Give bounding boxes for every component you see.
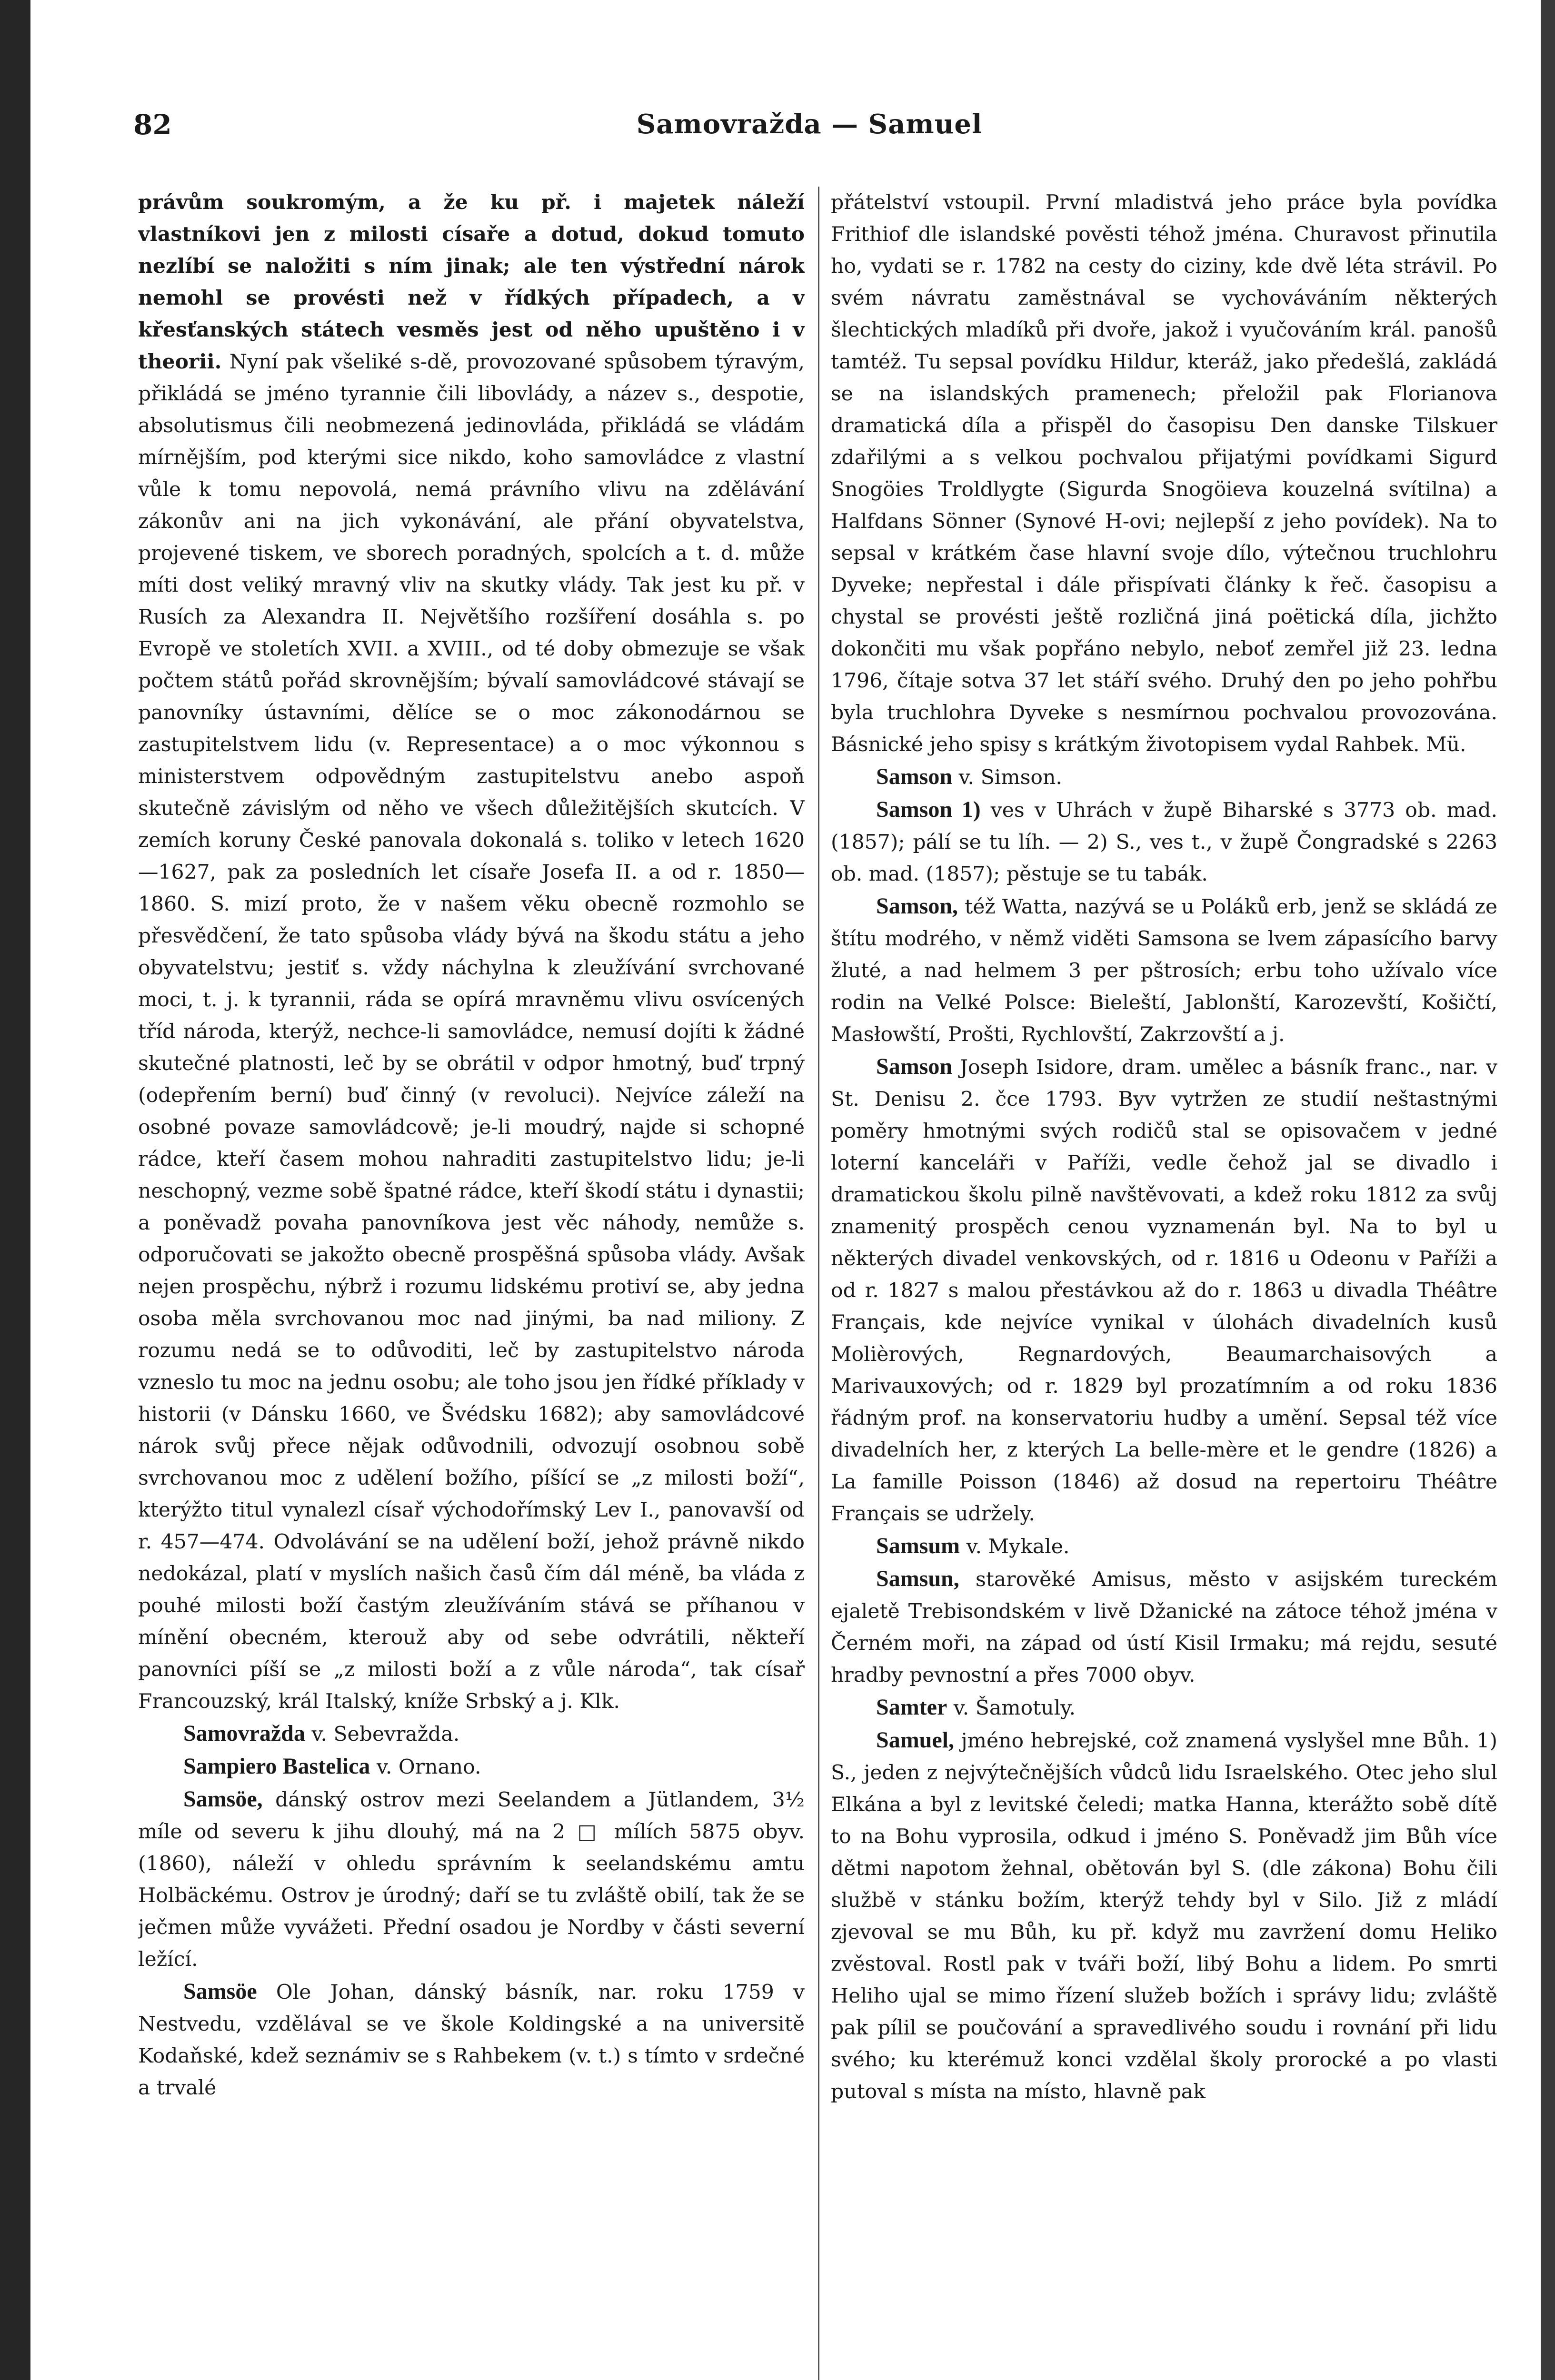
column-divider [818,187,819,2380]
entry-sampiero [138,1750,805,1783]
entry-samson-4 [831,1051,1497,1530]
continuation-bold-text: právům soukromým, a že ku př. i majetek náleží vlastníkovi jen z milosti císaře a dotud, dokud tomuto nezlíbí se naložiti s ním jinak; ale ten výstřední nárok nemohl se provésti než v řídkých případech, a v křesťanských státech vesměs jest od něho upuštěno i v theorii. [138,190,805,374]
scan-edge-left [0,0,30,2380]
entry-text: Ole Johan, dánský básník, nar. roku 1759 v Nestvedu, vzdělával se ve škole Koldingské a na universitě Kodaňské, kdež seznámiv se s Rahbekem (v. t.) s tímto v srdečné a trvalé [138,1981,805,2100]
left-column [138,187,805,2380]
headword-samsoe: Samsöe, [183,1786,263,1812]
entry-text: jméno hebrejské, což znamená vyslyšel mne Bůh. 1) S., jeden z nejvýtečnějších vůdců lidu Israelského. Otec jeho slul Elkána a byl z levitské čeledi; matka Hanna, kterážto sobě dítě to na Bohu vyprosila, odkud i jméno S. Poněvadž jim Bůh více dětmi napotom žehnal, obětován byl S. (dle zákona) Bohu čili službě v stánku božím, kterýž tehdy byl v Silo. Již z mládí zjevoval se mu Bůh, ku př. když mu zavržení domu Heliko zvěstoval. Rostl pak v tváři boží, libý Bohu a lidem. Po smrti Heliho ujal se mimo řízení služeb božích i správy lidu; zvláště pak pílil se poučování a spravedlivého soudu i rovnání při lidu svého; ku kterémuž konci vzdělal školy prorocké a po vlasti putoval s místa na místo, hlavně pak [831,1729,1497,2103]
continuation-text: přátelství vstoupil. První mladistvá jeho práce byla povídka Frithiof dle islandské pověsti téhož jména. Churavost přinutila ho, vydati se r. 1782 na cesty do ciziny, kde dvě léta strávil. Po svém návratu zaměstnával se vychováváním některých šlechtických mladíků při dvoře, jakož i vyučováním král. panošů tamtéž. Tu sepsal povídku Hildur, kteráž, jako předešlá, zakládá se na islandských pramenech; přeložil pak Florianova dramatická díla a přispěl do časopisu Den danske Tilskuer zdařilými a s velkou pochvalou přijatými povídkami Sigurd Snogöies Troldlygte (Sigurda Snogöieva kouzelná svítilna) a Halfdans Sönner (Synové H-ovi; nejlepší z jeho povídek). Na to sepsal v krátkém čase hlavní svoje dílo, výtečnou truchlohru Dyveke; nepřestal i dále přispívati články k řeč. časopisu a chystal se provésti ještě rozličná jiná poëtická díla, jichžto dokončiti mu však popřáno nebylo, neboť zemřel již 23. ledna 1796, čítaje sotva 37 let stáří svého. Druhý den po jeho pohřbu byla truchlohra Dyveke s nesmírnou pochvalou provozována. Básnické jeho spisy s krátkým životopisem vydal Rahbek. Mü. [831,191,1497,756]
entry-text: starověké Amisus, město v asijském tureckém ejaletě Trebisondském v livě Džanické na zátoce téhož jména v Černém moři, na západ od ústí Kisil Irmaku; má rejdu, sesuté hradby pevnostní a přes 7000 obyv. [831,1568,1497,1687]
entry-samter [831,1691,1497,1724]
continuation-text: Nyní pak všeliké s-dě, provozované spůsobem týravým, přikládá se jméno tyrannie čili libovlády, a název s., despotie, absolutismus čili neobmezená jedinovláda, přikládá se vládám mírnějším, pod kterými sice nikdo, koho samovládce z vlastní vůle k tomu nepovolá, nemá právního vlivu na zdělávání zákonův ani na jich vykonávání, ale přání obyvatelstva, projevené tiskem, ve sborech poradných, spolcích a t. d. může míti dost veliký mravný vliv na skutky vlády. Tak jest ku př. v Rusích za Alexandra II. Největšího rozšíření dosáhla s. po Evropě ve stoletích XVII. a XVIII., od té doby obmezuje se však počtem států pořád skrovnějším; bývalí samovládcové stávají se panovníky ústavními, dělíce se o moc zákonodárnou se zastupitelstvem lidu (v. Representace) a o moc výkonnou s ministerstvem odpovědným zastupitelstvu anebo aspoň skutečně závislým od něho ve všech důležitějších skutcích. V zemích koruny České panovala dokonalá s. toliko v letech 1620—1627, pak za posledních let císaře Josefa II. a od r. 1850—1860. S. mizí proto, že v našem věku obecně rozmohlo se přesvědčení, že tato spůsoba vlády bývá na škodu státu a jeho obyvatelstvu; jestiť s. vždy náchylna k zleužívání svrchované moci, t. j. k tyrannii, ráda se opírá mravněmu vlivu osvícených tříd národa, kterýž, nechce-li samovládce, nemusí dojíti k žádné skutečné platnosti, leč by se obrátil v odpor hmotný, buď trpný (odepřením berní) buď činný (v revoluci). Nejvíce záleží na osobné povaze samovládcově; je-li moudrý, najde si schopné rádce, kteří časem mohou nahraditi zastupitelstvo lidu; je-li neschopný, vezme sobě špatné rádce, kteří škodí státu i dynastii; a poněvadž povaha panovníkova jest věc náhody, nemůže s. odporučovati se jakožto obecně prospěšná spůsoba vlády. Avšak nejen prospěchu, nýbrž i rozumu lidskému protiví se, aby jedna osoba měla svrchovanou moc nad jinými, ba nad miliony. Z rozumu nedá se to odůvoditi, leč by zastupitelstvo národa vzneslo tu moc na jednu osobu; ale toho jsou jen řídké příklady v historii (v Dánsku 1660, ve Švédsku 1682); aby samovládcové nárok svůj přece nějak odůvodnili, odvozují osobnou sobě svrchovanou moc z udělení božího, píšící se „z milosti boží“, kterýžto titul vynalezl císař východořímský Lev I., panovavší od r. 457—474. Odvolávání se na udělení boží, jehož právně nikdo nedokázal, platí v myslích našich časů čím dál méně, ba vláda z pouhé milosti boží častým zleužíváním stává se příhanou v mínění obecném, kterouž aby od sebe odvrátili, někteří panovníci píší se „z milosti boží a z vůle národa“, tak císař Francouzský, král Italský, kníže Srbský a j. Klk. [138,350,805,1713]
headword-samsum: Samsum [876,1533,960,1558]
headword-samson: Samson, [876,893,958,919]
headword-samson: Samson 1) [876,797,981,822]
entry-samsum [831,1530,1497,1563]
entry-samson-2 [831,793,1497,890]
headword-samovrazda: Samovražda [183,1721,305,1746]
headword-samsun: Samsun, [876,1566,959,1591]
entry-text: v. Ornano. [376,1755,481,1779]
page-header [129,109,1490,151]
entry-text: v. Simson. [958,766,1062,789]
headword-samson: Samson [876,764,953,789]
entry-continuation [138,187,805,1717]
headword-samson: Samson [876,1054,953,1079]
entry-samuel [831,1724,1497,2108]
page-number: 82 [133,109,172,141]
entry-text: ves v Uhrách v župě Biharské s 3773 ob. mad. (1857); pálí se tu líh. — 2) S., ves t., v župě Čongradské s 2263 ob. mad. (1857); pěstuje se tu tabák. [831,799,1497,886]
headword-samter: Samter [876,1695,947,1720]
entry-text: též Watta, nazývá se u Poláků erb, jenž se skládá ze štítu modrého, v němž viděti Samsona se lvem zápasícího barvy žluté, a nad helmem 3 per pštrosích; erbu toho užívalo více rodin na Velké Polsce: Bieleští, Jablonští, Karozevští, Košičtí, Masłowští, Prošti, Rychlovští, Zakrzovští a j. [831,895,1497,1046]
entry-samsoe [138,1783,805,1975]
entry-samsun [831,1563,1497,1691]
entry-samson-3 [831,890,1497,1051]
entry-samsoe-ole [138,1975,805,2104]
entry-samovrazda [138,1717,805,1750]
entry-text: v. Sebevražda. [311,1723,460,1746]
entry-text: v. Šamotuly. [953,1696,1076,1720]
entry-samson-1 [831,761,1497,793]
entry-text: v. Mykale. [966,1535,1070,1558]
entry-text: Joseph Isidore, dram. umělec a básník franc., nar. v St. Denisu 2. čce 1793. Byv vytržen ze studií neštastnými poměry hmotnými svých rodičů stal se opisovačem v jedné loterní kanceláři v Paříži, vedle čehož jal se divadlo i dramatickou školu pilně navštěvovati, a kdež roku 1812 za svůj znamenitý prospěch cenou vyznamenán byl. Na to byl u některých divadel venkovských, od r. 1816 u Odeonu v Paříži a od r. 1827 s malou přestávkou až do r. 1863 u divadla Théâtre Français, kde nejvíce vynikal v úlohách divadelních kusů Molièrových, Regnardových, Beaumarchaisových a Marivauxových; od r. 1829 byl prozatímním a od roku 1836 řádným prof. na konservatoriu hudby a umění. Sepsal též více divadelních her, z kterých La belle-mère et le gendre (1826) a La famille Poisson (1846) až dosud na repertoiru Théâtre Français se udržely. [831,1056,1497,1526]
entry-samsoe-continuation [831,187,1497,761]
headword-samuel: Samuel, [876,1727,955,1753]
scan-edge-right [1541,0,1555,2380]
entry-text: dánský ostrov mezi Seelandem a Jütlandem, 3½ míle od severu k jihu dlouhý, má na 2 □ mílích 5875 obyv. (1860), náleží v ohledu správním k seelandskému amtu Holbäckému. Ostrov je úrodný; daří se tu zvláště obilí, tak že se ječmen může vyvážeti. Přední osadou je Nordby v části severní ležící. [138,1788,805,1971]
right-column [831,187,1497,2380]
headword-samsoe-ole: Samsöe [183,1979,257,2004]
running-title: Samovražda — Samuel [636,109,983,140]
headword-sampiero: Sampiero Bastelica [183,1754,370,1779]
